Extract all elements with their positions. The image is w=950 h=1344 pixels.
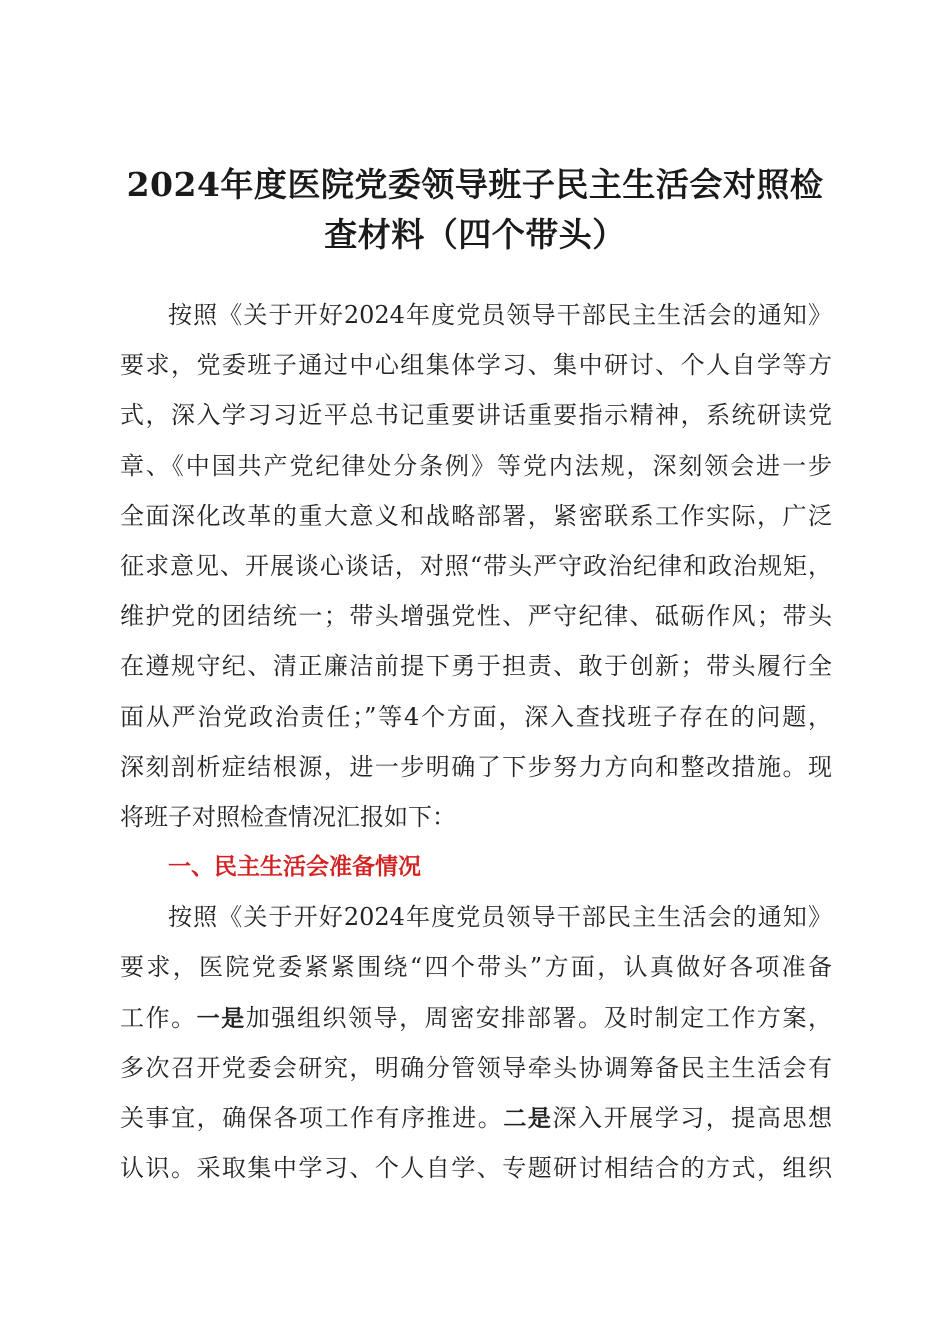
document-body: [120, 290, 832, 1193]
text-segment: 关事宜，确保各项工作有序推进。: [120, 1104, 504, 1132]
text-line: 维护党的团结统一；带头增强党性、严守纪律、砥砺作风；带头: [120, 602, 832, 631]
text-segment: 加强组织领导，周密安排部署。及时制定工作方案，: [245, 1003, 833, 1032]
text-segment: 工作。: [120, 1003, 197, 1032]
text-segment: 深入开展学习，提高思想: [552, 1104, 833, 1132]
text-line: 章、《中国共产党纪律处分条例》等党内法规，深刻领会进一步: [120, 451, 832, 480]
document-title: [100, 160, 850, 260]
intro-paragraph: [120, 290, 832, 842]
text-line: 多次召开党委会研究，明确分管领导牵头协调筹备民主生活会有: [120, 1053, 832, 1082]
text-line: 要求，党委班子通过中心组集体学习、集中研讨、个人自学等方: [120, 351, 832, 380]
text-line: 在遵规守纪、清正廉洁前提下勇于担责、敢于创新；带头履行全: [120, 652, 832, 681]
title-line-1: 2024年度医院党委领导班子民主生活会对照检: [126, 165, 824, 204]
text-line: 全面深化改革的重大意义和战略部署，紧密联系工作实际，广泛: [120, 501, 832, 530]
section-heading: 一、民主生活会准备情况: [168, 854, 421, 881]
text-line: 认识。采取集中学习、个人自学、专题研讨相结合的方式，组织: [120, 1154, 832, 1183]
text-line: 深刻剖析症结根源，进一步明确了下步努力方向和整改措施。现: [120, 752, 832, 781]
section-paragraph: [120, 892, 832, 1193]
text-line: [120, 993, 832, 1043]
text-line: 按照《关于开好2024年度党员领导干部民主生活会的通知》: [168, 903, 832, 932]
text-line: 要求，医院党委紧紧围绕“四个带头”方面，认真做好各项准备: [120, 953, 832, 982]
text-line: 式，深入学习习近平总书记重要讲话重要指示精神，系统研读党: [120, 401, 832, 430]
text-line: [120, 1093, 832, 1143]
title-line-2: 查材料（四个带头）: [324, 215, 626, 254]
text-line: 面从严治党政治责任；”等4个方面，深入查找班子存在的问题，: [120, 702, 832, 731]
text-line: 将班子对照检查情况汇报如下：: [120, 802, 456, 831]
emphasis-text: 二是: [503, 1106, 553, 1132]
emphasis-text: 一是: [196, 1005, 246, 1032]
text-line: 按照《关于开好2024年度党员领导干部民主生活会的通知》: [168, 301, 832, 329]
text-line: 征求意见、开展谈心谈话，对照“带头严守政治纪律和政治规矩，: [120, 551, 832, 580]
